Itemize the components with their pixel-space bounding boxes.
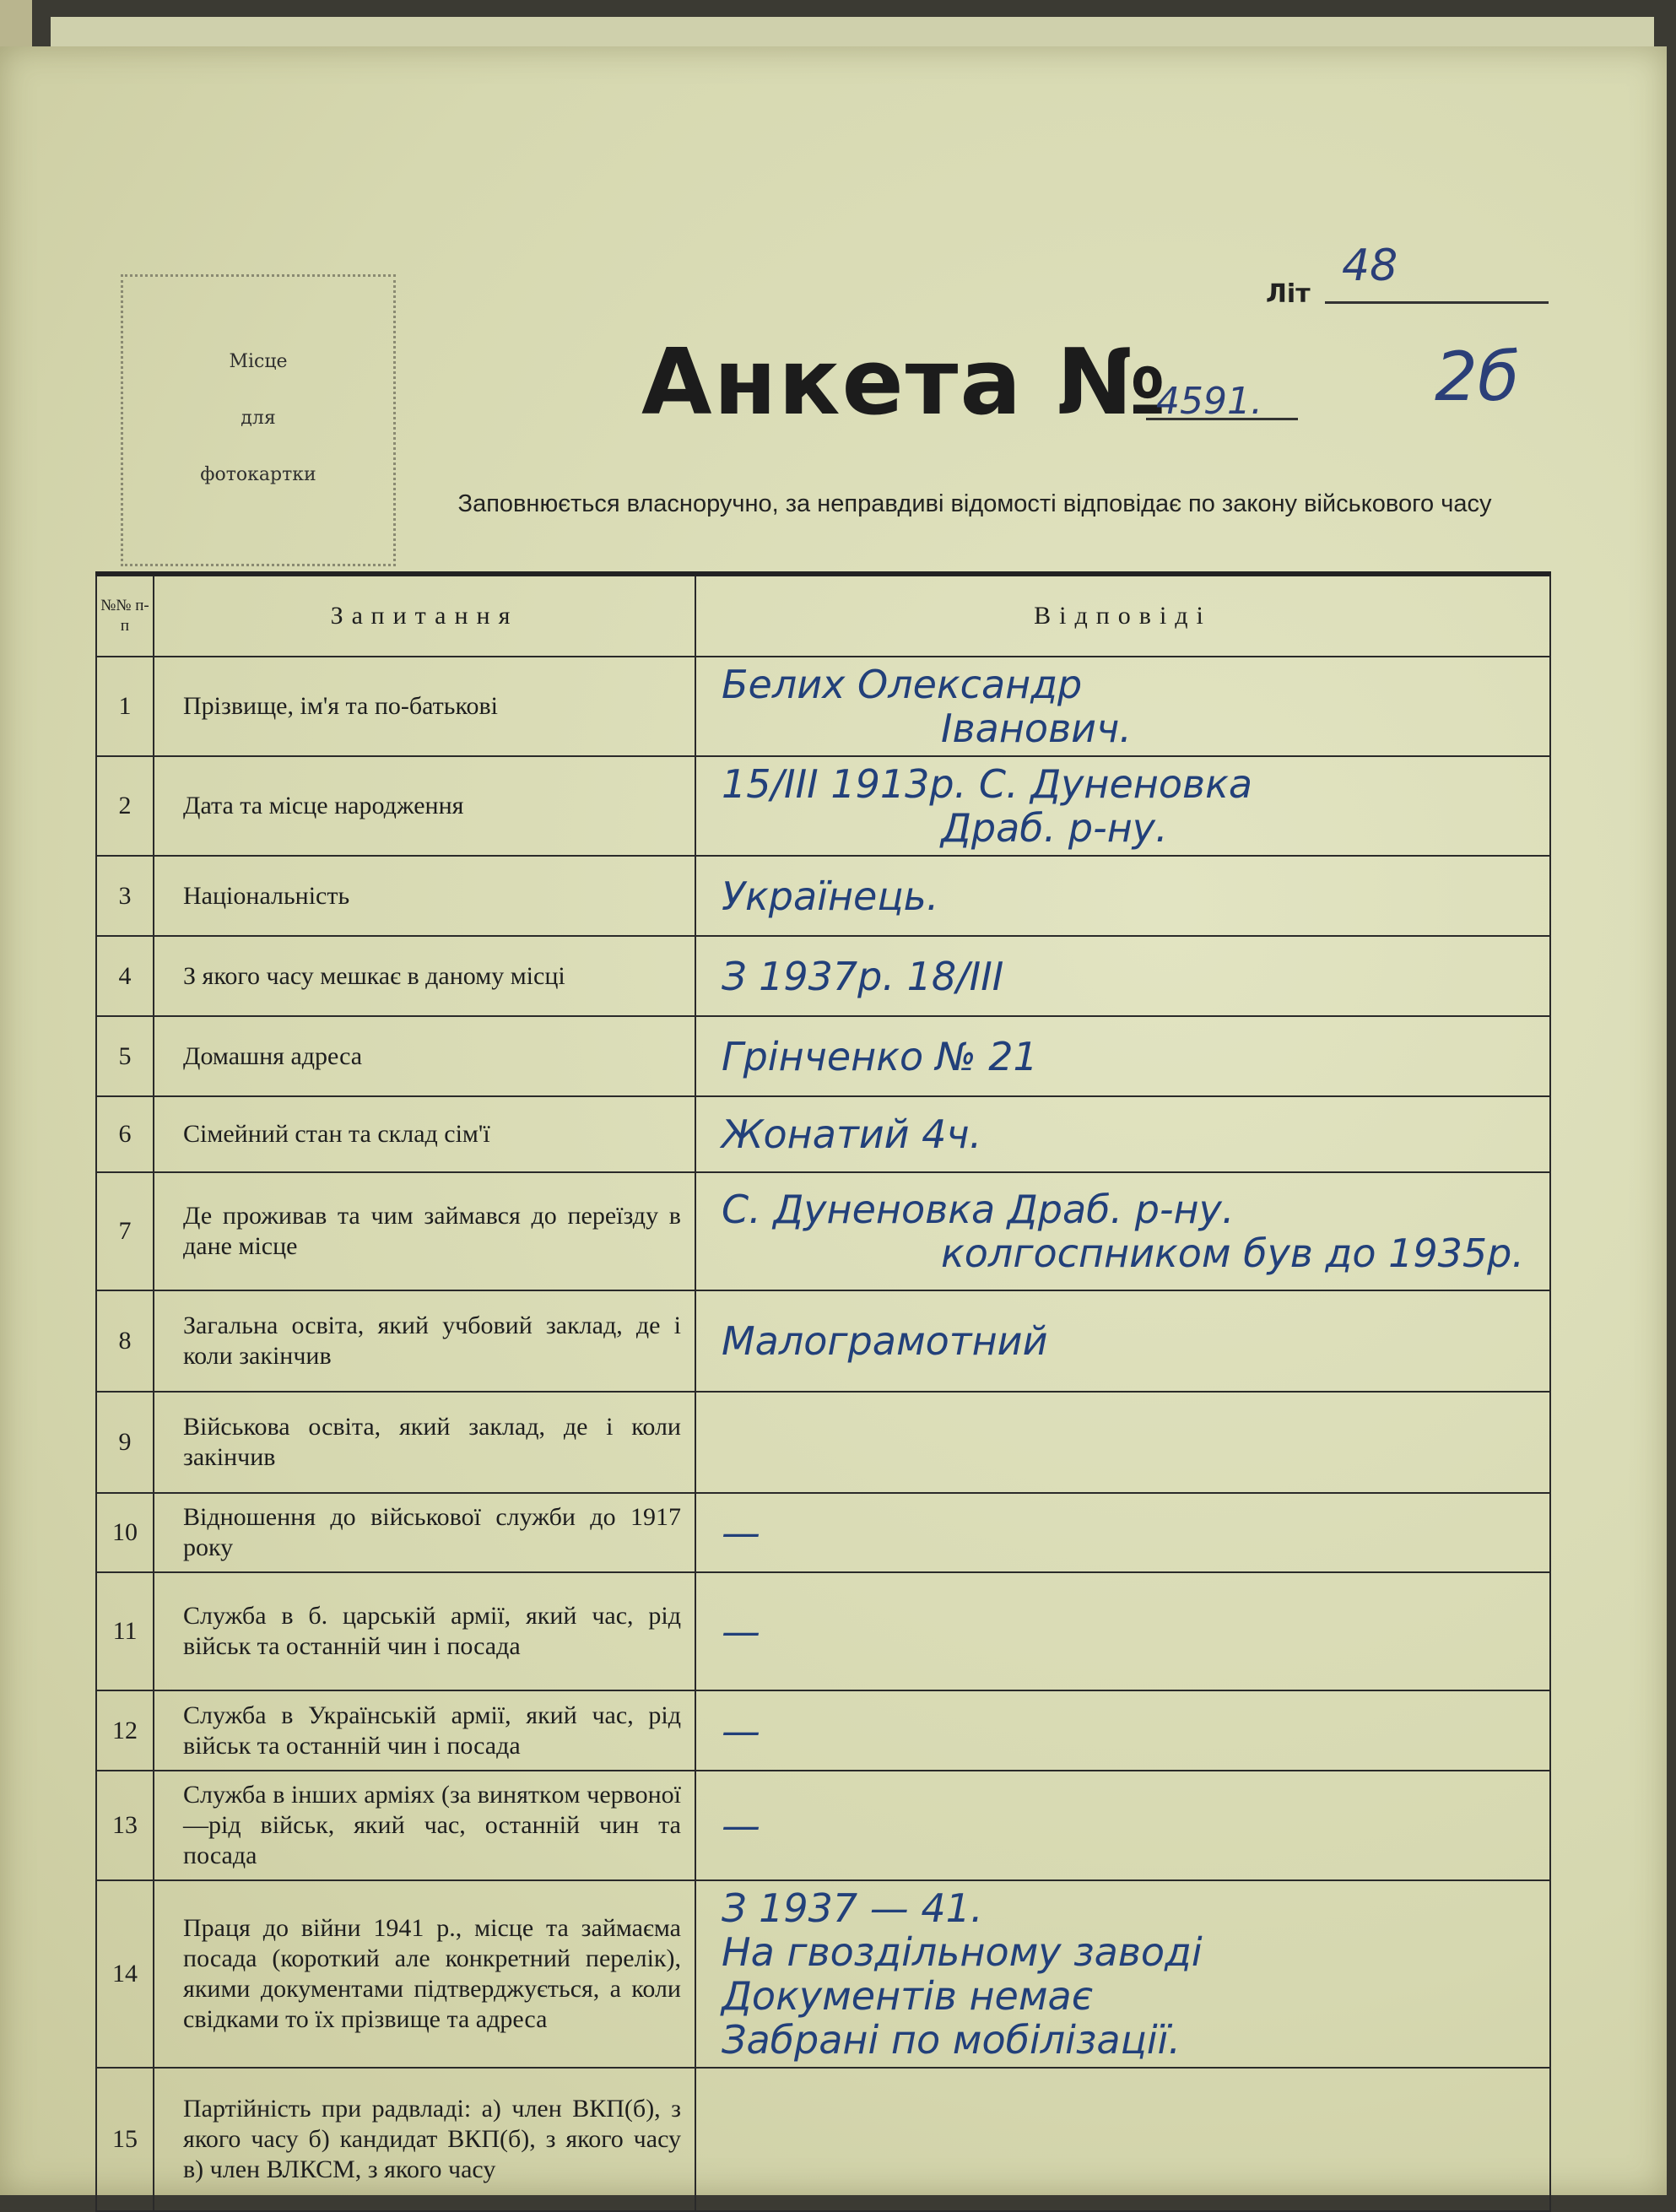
table-header-row bbox=[96, 574, 1550, 657]
handwritten-answer-line: — bbox=[721, 1609, 760, 1654]
handwritten-answer-line: Забрані по мобілізації. bbox=[721, 2017, 1181, 2063]
question-cell: Партійність при радвладі: а) член ВКП(б), з якого часу б) кандидат ВКП(б), з якого часу в) член ВЛКСМ, з якого часу bbox=[154, 2068, 695, 2211]
question-cell: Праця до війни 1941 р., місце та займаєма посада (короткий але конкретний перелік), якими документами підтверджується, а коли свідками то їх прізвище та адреса bbox=[154, 1880, 695, 2068]
handwritten-answer-line: — bbox=[721, 1803, 760, 1848]
column-header-question: Запитання bbox=[154, 574, 695, 657]
handwritten-answer-line: 15/III 1913р. С. Дуненовка bbox=[721, 761, 1253, 807]
answer-cell bbox=[695, 657, 1550, 756]
handwritten-answer-line: Белих Олександр bbox=[721, 662, 1083, 707]
questionnaire-page bbox=[0, 46, 1667, 2195]
row-number: 9 bbox=[96, 1392, 154, 1493]
table-row bbox=[96, 1771, 1550, 1880]
lit-label: Літ bbox=[1266, 279, 1311, 309]
questionnaire-table bbox=[95, 571, 1551, 2212]
table-row bbox=[96, 1392, 1550, 1493]
handwritten-answer-line: Малограмотний bbox=[721, 1318, 1048, 1364]
question-cell: Прізвище, ім'я та по-батькові bbox=[154, 657, 695, 756]
answer-cell bbox=[695, 1572, 1550, 1690]
question-cell: Служба в інших арміях (за виняткoм червоної—рід військ, який час, останній чин та посада bbox=[154, 1771, 695, 1880]
question-cell: Служба в Українській армії, який час, рід військ та останній чин і посада bbox=[154, 1690, 695, 1771]
lit-underline bbox=[1325, 301, 1549, 304]
answer-cell bbox=[695, 1172, 1550, 1290]
row-number: 14 bbox=[96, 1880, 154, 2068]
table-row bbox=[96, 756, 1550, 856]
handwritten-answer-line: С. Дуненовка Драб. р-ну. bbox=[721, 1187, 1235, 1232]
handwritten-answer-line: На гвоздільному заводі bbox=[721, 1929, 1203, 1975]
handwritten-answer-line: Драб. р-ну. bbox=[940, 805, 1168, 851]
answer-cell bbox=[695, 1016, 1550, 1096]
question-cell: Військова освіта, який заклад, де і коли закінчив bbox=[154, 1392, 695, 1493]
table-row bbox=[96, 657, 1550, 756]
photo-placeholder-line-1: Місце bbox=[229, 351, 288, 372]
corner-mark: 2б bbox=[1435, 338, 1520, 416]
answer-cell bbox=[695, 1771, 1550, 1880]
answer-cell bbox=[695, 936, 1550, 1016]
column-header-answer: Відповіді bbox=[695, 574, 1550, 657]
handwritten-answer-line: Жонатий 4ч. bbox=[721, 1111, 982, 1157]
answer-cell bbox=[695, 1690, 1550, 1771]
handwritten-answer-line: З 1937 — 41. bbox=[721, 1885, 983, 1931]
answer-cell bbox=[695, 1096, 1550, 1172]
table-row bbox=[96, 856, 1550, 936]
table-row bbox=[96, 1880, 1550, 2068]
answer-cell bbox=[695, 1290, 1550, 1392]
answer-cell bbox=[695, 1392, 1550, 1493]
handwritten-answer-line: Грінченко № 21 bbox=[721, 1033, 1038, 1079]
answer-cell bbox=[695, 756, 1550, 856]
row-number: 11 bbox=[96, 1572, 154, 1690]
answer-cell bbox=[695, 2068, 1550, 2211]
photo-placeholder-line-3: фотокартки bbox=[200, 464, 316, 485]
question-cell: Де проживав та чим займався до переїзду в дане місце bbox=[154, 1172, 695, 1290]
row-number: 6 bbox=[96, 1096, 154, 1172]
row-number: 8 bbox=[96, 1290, 154, 1392]
photo-placeholder bbox=[121, 274, 396, 566]
table-row bbox=[96, 1572, 1550, 1690]
photo-placeholder-line-2: для bbox=[241, 408, 276, 429]
table-row bbox=[96, 2068, 1550, 2211]
form-number: 4591. bbox=[1156, 380, 1262, 423]
row-number: 4 bbox=[96, 936, 154, 1016]
handwritten-answer-line: Документів немає bbox=[721, 1973, 1093, 2019]
row-number: 12 bbox=[96, 1690, 154, 1771]
question-cell: Сімейний стан та склад сім'ї bbox=[154, 1096, 695, 1172]
row-number: 3 bbox=[96, 856, 154, 936]
question-cell: Відношення до військової служби до 1917 року bbox=[154, 1493, 695, 1572]
handwritten-answer-line: З 1937р. 18/III bbox=[721, 953, 1004, 999]
form-instructions: Заповнюється власноручно, за неправдиві відомості відповідає по закону військового часу bbox=[457, 490, 1492, 517]
answer-cell bbox=[695, 1493, 1550, 1572]
table-row bbox=[96, 1172, 1550, 1290]
lit-value: 48 bbox=[1342, 241, 1398, 291]
question-cell: Домашня адреса bbox=[154, 1016, 695, 1096]
handwritten-answer-line: Іванович. bbox=[940, 706, 1132, 751]
row-number: 2 bbox=[96, 756, 154, 856]
row-number: 1 bbox=[96, 657, 154, 756]
row-number: 7 bbox=[96, 1172, 154, 1290]
handwritten-answer-line: — bbox=[721, 1510, 760, 1555]
answer-cell bbox=[695, 856, 1550, 936]
question-cell: Служба в б. царській армії, який час, рід військ та останній чин і посада bbox=[154, 1572, 695, 1690]
question-cell: Національність bbox=[154, 856, 695, 936]
page-title: Анкета № bbox=[641, 330, 1168, 435]
row-number: 10 bbox=[96, 1493, 154, 1572]
row-number: 5 bbox=[96, 1016, 154, 1096]
table-row bbox=[96, 1690, 1550, 1771]
table-row bbox=[96, 1096, 1550, 1172]
column-header-number: №№ п-п bbox=[96, 574, 154, 657]
question-cell: З якого часу мешкає в даному місці bbox=[154, 936, 695, 1016]
table-row bbox=[96, 1290, 1550, 1392]
table-row bbox=[96, 1493, 1550, 1572]
question-cell: Загальна освіта, який учбовий заклад, де і коли закінчив bbox=[154, 1290, 695, 1392]
handwritten-answer-line: колгоспником був до 1935р. bbox=[940, 1230, 1524, 1276]
handwritten-answer-line: Українець. bbox=[721, 873, 939, 919]
table-row bbox=[96, 1016, 1550, 1096]
row-number: 13 bbox=[96, 1771, 154, 1880]
row-number: 15 bbox=[96, 2068, 154, 2211]
answer-cell bbox=[695, 1880, 1550, 2068]
question-cell: Дата та місце народження bbox=[154, 756, 695, 856]
handwritten-answer-line: — bbox=[721, 1707, 760, 1754]
table-row bbox=[96, 936, 1550, 1016]
